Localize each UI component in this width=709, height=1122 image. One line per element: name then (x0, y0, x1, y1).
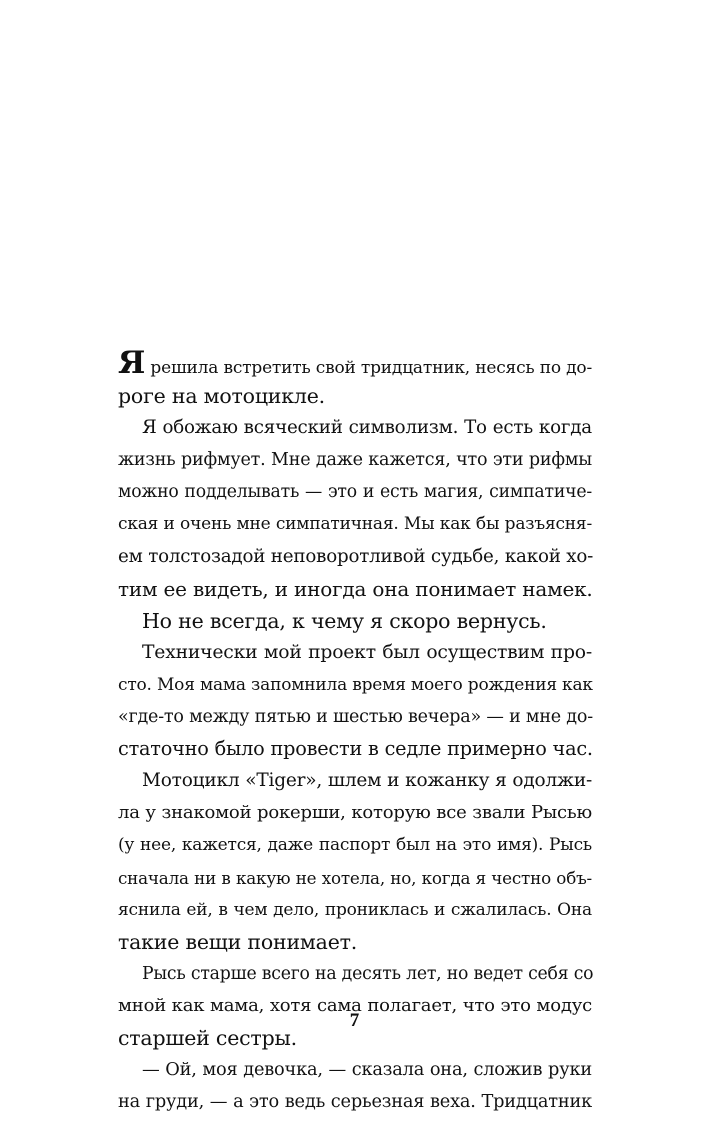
text-line: такие вещи понимает. (118, 929, 358, 954)
body-text (118, 345, 594, 1118)
text-line (118, 345, 592, 381)
text-line-content: решила встретить свой тридцатник, несясь по до- (145, 358, 592, 378)
text-line: ла у знакомой рокерши, которую все звали Рысью (118, 802, 592, 824)
text-line: роге на мотоцикле. (118, 384, 325, 409)
text-line: «где-то между пятью и шестью вечера» — и мне до- (118, 707, 593, 728)
text-line: тим ее видеть, и иногда она понимает намек. (118, 576, 593, 601)
text-line: сто. Моя мама запомнила время моего рождения как (118, 674, 593, 695)
text-line: Технически мой проект был осуществим про- (142, 641, 592, 663)
text-line: мной как мама, хотя сама полагает, что это модус (118, 994, 592, 1016)
text-line: Я обожаю всяческий символизм. То есть когда (142, 417, 592, 439)
text-line: можно подделывать — это и есть магия, симпатиче- (118, 482, 592, 503)
text-line: сначала ни в какую не хотела, но, когда я честно объ- (118, 867, 592, 888)
text-line: жизнь рифмует. Мне даже кажется, что эти рифмы (118, 450, 592, 471)
text-line: Мотоцикл «Tiger», шлем и кожанку я одолжи- (142, 770, 592, 792)
text-line: яснила ей, в чем дело, прониклась и сжалилась. Она (118, 899, 592, 920)
drop-cap: Я (118, 345, 146, 381)
text-line: на груди, — а это ведь серьезная веха. Тридцатник (118, 1092, 592, 1113)
text-line: (у нее, кажется, даже паспорт был на это имя). Рысь (118, 835, 592, 856)
text-line: — Ой, моя девочка, — сказала она, сложив руки (142, 1060, 592, 1081)
text-line: старшей сестры. (118, 1025, 297, 1050)
page-number: 7 (349, 1010, 360, 1031)
text-line: ская и очень мне симпатичная. Мы как бы разъясня- (118, 514, 592, 535)
text-line: ем толстозадой неповоротливой судьбе, какой хо- (118, 545, 594, 567)
text-line: статочно было провести в седле примерно час. (118, 737, 593, 761)
text-line: Но не всегда, к чему я скоро вернусь. (142, 608, 547, 633)
text-line: Рысь старше всего на десять лет, но ведет себя со (142, 963, 594, 984)
